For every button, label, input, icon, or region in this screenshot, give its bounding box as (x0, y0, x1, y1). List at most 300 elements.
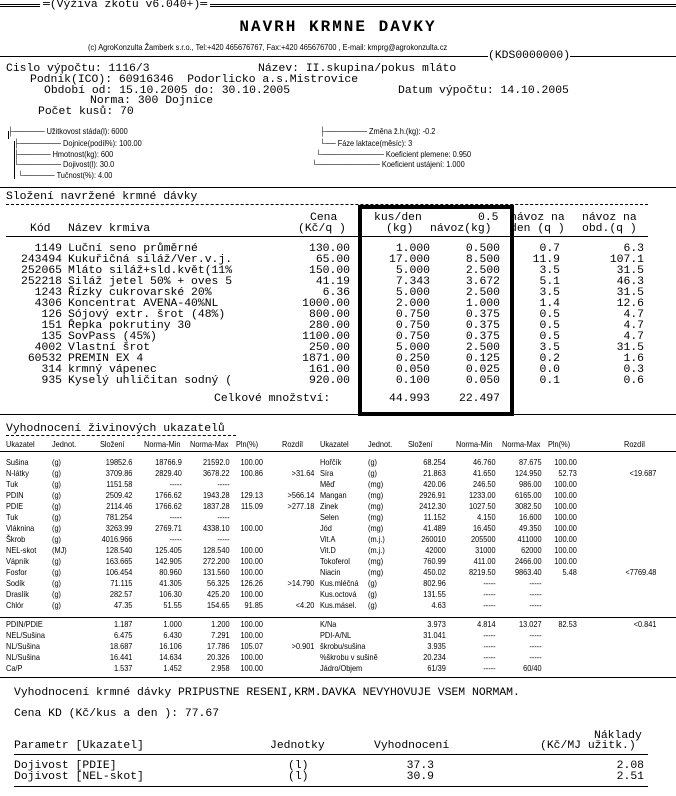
ratio-cell: NL/Sušina (6, 653, 41, 662)
nutrient-cell: Sodík (6, 579, 25, 588)
feed-name: Kyselý uhličitan sodný ( (68, 375, 233, 387)
feed-delivery: 2.500 (465, 287, 500, 299)
nutrient-cell: ----- (529, 579, 542, 588)
nutrient-cell: Tokoferol (320, 557, 350, 566)
param-weight-change: ├──────── Změna ž.h.(kg): -0.2 (320, 127, 436, 136)
nutrient-cell: (mg) (368, 513, 384, 522)
nutrient-cell: 154.65 (207, 601, 230, 610)
nutrients-header-rule (0, 451, 676, 452)
report-title: NAVRH KRMNE DAVKY (239, 18, 437, 36)
ratio-cell: 7.291 (211, 631, 230, 640)
nutrient-cell: 2509.42 (105, 491, 133, 500)
feed-per-head: 0.750 (395, 320, 430, 332)
nutrient-cell: (mg) (368, 480, 384, 489)
program-label: ═(Výživa zkotu v6.040+)═ (40, 0, 210, 11)
nutrient-cell: >14.790 (287, 579, 315, 588)
nutrient-cell: 411.00 (473, 557, 496, 566)
ratio-cell: 60/40 (523, 664, 542, 673)
nutrient-cell: 760.99 (423, 557, 446, 566)
feed-per-head: 5.000 (395, 265, 430, 277)
nutrient-cell: 2412.30 (419, 502, 446, 511)
col-delivery-day-1: návoz na (510, 212, 565, 224)
feed-name: Řízky cukrovarské 20% (68, 287, 212, 299)
nutrient-cell: <19.687 (629, 469, 657, 478)
nutrient-cell: (g) (52, 513, 62, 522)
feed-delivery-day: 0.5 (539, 331, 560, 343)
ratio-cell: 6.475 (113, 631, 133, 640)
calc-number: Cislo výpočtu: 1116/3 (6, 63, 150, 75)
feed-per-head: 1.000 (395, 243, 430, 255)
ratio-cell: >0.901 (291, 642, 315, 651)
param-lactation-phase: └── Fáze laktace(měsíc): 3 (320, 139, 413, 148)
feed-price: 130.00 (308, 243, 350, 255)
nutrient-cell: 2466.00 (514, 557, 542, 566)
feed-delivery-day: 1.4 (539, 298, 560, 310)
nutrient-cell: Niacin (320, 568, 341, 577)
ratio-cell: 82.53 (558, 620, 577, 629)
feed-price: 250.00 (308, 342, 350, 354)
nutrient-cell: 282.57 (109, 590, 133, 599)
feed-delivery-period: 4.7 (623, 331, 644, 343)
ratio-cell: 105.07 (240, 642, 263, 651)
feed-delivery-period: 31.5 (616, 265, 644, 277)
ratio-cell: 2.958 (211, 664, 230, 673)
nutrient-cell: 80.960 (159, 568, 182, 577)
ratio-cell: PDIN/PDIE (6, 620, 43, 629)
nutrient-cell: 106.454 (105, 568, 133, 577)
nutrient-cell: 1027.50 (468, 502, 496, 511)
feed-name: Mláto siláž+sld.květ(11% (68, 265, 233, 277)
nutrient-cell: 100.00 (554, 546, 577, 555)
ratio-cell: Jádro/Objem (320, 664, 363, 673)
nutrient-cell: 68.254 (423, 458, 446, 467)
feed-price: 920.00 (308, 375, 350, 387)
nutrient-cell: PDIE (6, 502, 24, 511)
evaluation-text: Vyhodnocení krmné dávky PRIPUSTNE RESENI,KRM.DAVKA NEVYHOVUJE VSEM NORMAM. (14, 687, 520, 699)
feed-name: Řepka pokrutiny 30 (68, 320, 192, 332)
nutrient-cell: Vápník (6, 557, 29, 566)
ratio-cell: ----- (483, 642, 496, 651)
nutrient-cell: Zinek (320, 502, 339, 511)
nutrient-cell: 1151.58 (106, 480, 133, 489)
kds-code: (KDS0000000) (488, 50, 571, 62)
feed-code: 314 (41, 364, 62, 376)
company-line: (c) AgroKonzulta Žamberk s.r.o., Tel:+420 465676767, Fax:+420 465676700 , E-mail: kmprg@agrokonzulta.cz (88, 43, 448, 52)
nutrient-cell: (g) (52, 524, 62, 533)
nutrient-cell: Mangan (320, 491, 347, 500)
nutrient-cell: PDIN (6, 491, 24, 500)
nutrient-cell: >31.64 (291, 469, 315, 478)
nutrients-bottom-rule (0, 677, 676, 678)
nutrient-cell: 41.650 (473, 469, 496, 478)
feed-name: Siláž jetel 50% + oves 5 (68, 276, 233, 288)
ratio-cell: škrobu/sušina (320, 642, 366, 651)
nutrient-cell: 131.55 (423, 590, 446, 599)
ratio-cell: 13.027 (519, 620, 542, 629)
nutrient-cell: 142.905 (155, 557, 182, 566)
feed-delivery-day: 0.5 (539, 320, 560, 332)
ratio-cell: 100.00 (240, 664, 263, 673)
nutrient-cell: 100.00 (240, 546, 263, 555)
feed-delivery: 0.375 (465, 320, 500, 332)
ratio-cell: ----- (483, 664, 496, 673)
nutrient-cell: 62000 (521, 546, 542, 555)
param-evaluation: 30.9 (406, 771, 434, 783)
ratio-cell: 1.200 (211, 620, 230, 629)
col-delivery-day-2: den (q ) (510, 223, 565, 235)
col-factor: 0.5 (478, 212, 499, 224)
nutrient-header-left: Norma-Min (144, 440, 181, 449)
nutrient-header-left: Rozdíl (282, 440, 303, 449)
feed-delivery-day: 3.5 (539, 342, 560, 354)
param-unit: (l) (288, 771, 309, 783)
feed-code: 126 (41, 309, 62, 321)
costs-header-2: (Kč/MJ užitk.) (540, 740, 636, 752)
feed-delivery: 3.672 (465, 276, 500, 288)
ratio-cell: 14.634 (159, 653, 182, 662)
nutrient-cell: Kus.octová (320, 590, 357, 599)
ratio-cell: 6.430 (163, 631, 182, 640)
nutrient-cell: Draslík (6, 590, 29, 599)
nutrient-cell: >277.18 (287, 502, 315, 511)
nutrient-header-right: Ukazatel (320, 440, 349, 449)
nutrient-cell: 71.115 (110, 579, 133, 588)
nutrient-cell: 420.06 (423, 480, 446, 489)
company-ico: Podnik(ICO): 60916346 Podorlicko a.s.Mistrovice (30, 74, 359, 86)
feed-price: 800.00 (308, 309, 350, 321)
calc-name: Název: II.skupina/pokus mláto (258, 63, 457, 75)
feed-per-head: 2.000 (395, 298, 430, 310)
norm: Norma: 300 Dojnice (90, 95, 214, 107)
ratio-cell: 1.537 (113, 664, 133, 673)
nutrient-cell: 3263.99 (105, 524, 133, 533)
feed-code: 243494 (20, 254, 62, 266)
nutrient-cell: 100.00 (554, 458, 577, 467)
ratio-cell: 20.234 (423, 653, 446, 662)
feed-delivery-period: 4.7 (623, 320, 644, 332)
nutrient-cell: ----- (217, 535, 230, 544)
calc-date: Datum výpočtu: 14.10.2005 (398, 85, 569, 97)
nutrient-cell: 31000 (475, 546, 496, 555)
feed-per-head: 0.750 (395, 309, 430, 321)
nutrient-header-right: Norma-Max (502, 440, 541, 449)
nutrients-ratio-rule (0, 617, 676, 618)
nutrient-cell: 41.305 (159, 579, 182, 588)
nutrient-cell: 106.30 (159, 590, 182, 599)
feed-per-head: 0.250 (395, 353, 430, 365)
nutrient-cell: ----- (169, 535, 182, 544)
feed-delivery: 2.500 (465, 265, 500, 277)
nutrient-cell: (g) (52, 469, 62, 478)
ratio-cell: 18.687 (109, 642, 133, 651)
param-fat: └────── Tučnost(%): 4.00 (14, 171, 113, 180)
header-rule-bottom (0, 56, 676, 57)
nutrient-cell: 100.00 (240, 568, 263, 577)
nutrient-header-left: Jednot. (52, 440, 77, 449)
feed-delivery-period: 4.7 (623, 309, 644, 321)
nutrient-cell: 411000 (517, 535, 542, 544)
total-delivery: 22.497 (458, 393, 500, 405)
nutrient-cell: Vit.A (320, 535, 336, 544)
nutrient-cell: (g) (368, 469, 378, 478)
nutrient-cell: 1766.62 (155, 502, 182, 511)
feed-delivery-day: 0.7 (539, 243, 560, 255)
ratio-cell: 20.326 (207, 653, 230, 662)
params-header-rule (14, 754, 648, 755)
nutrient-cell: 16.450 (473, 524, 496, 533)
nutrient-cell: Tuk (6, 513, 19, 522)
feed-delivery-period: 1.6 (623, 353, 644, 365)
nutrient-cell: Vit.D (320, 546, 336, 555)
feed-delivery-day: 0.5 (539, 309, 560, 321)
param-breed-coef: └──────────── Koeficient plemene: 0.950 (316, 150, 472, 159)
nutrient-cell: >566.14 (287, 491, 315, 500)
nutrient-cell: 4338.10 (202, 524, 230, 533)
nutrient-cell: 100.00 (240, 524, 263, 533)
nutrient-cell: Hořčík (320, 458, 342, 467)
nutrient-cell: (mg) (368, 491, 384, 500)
feed-price: 161.00 (308, 364, 350, 376)
nutrient-cell: 100.00 (554, 524, 577, 533)
ratio-cell: ----- (529, 631, 542, 640)
nutrient-cell: (g) (52, 579, 62, 588)
feed-code: 252218 (20, 276, 62, 288)
nutrient-cell: 3082.50 (514, 502, 542, 511)
ratio-cell: NEL/Sušina (6, 631, 45, 640)
feed-per-head: 0.100 (395, 375, 430, 387)
costs-header-1: Náklady (594, 730, 642, 742)
ratio-cell: 1.187 (113, 620, 133, 629)
section-rule-2 (0, 414, 676, 415)
ratio-cell: PDI-A/NL (320, 631, 352, 640)
nutrient-cell: (g) (52, 590, 62, 599)
param-housing-coef: └──────────── Koeficient ustájení: 1.000 (312, 160, 465, 169)
diet-price: Cena KD (Kč/kus a den ): 77.67 (14, 708, 220, 720)
ratio-cell: ----- (483, 631, 496, 640)
nutrient-cell: 16.600 (519, 513, 542, 522)
feed-name: Sójový extr. šrot (48%) (68, 309, 226, 321)
nutrient-cell: ----- (529, 590, 542, 599)
param-herd-yield: ├────── Užitkovost stáda(l): 6000 (8, 127, 128, 136)
feed-price: 150.00 (308, 265, 350, 277)
ratio-cell: 17.786 (207, 642, 230, 651)
nutrient-cell: Síra (320, 469, 334, 478)
feed-price: 280.00 (308, 320, 350, 332)
nutrient-cell: 100.00 (554, 491, 577, 500)
nutrient-cell: 100.00 (240, 557, 263, 566)
nutrient-cell: Chlór (6, 601, 24, 610)
feed-delivery-period: 0.6 (623, 375, 644, 387)
section-rule-1 (0, 187, 676, 188)
feed-per-head: 17.000 (388, 254, 430, 266)
ratio-cell: 1.000 (163, 620, 182, 629)
nutrient-cell: 2769.71 (155, 524, 182, 533)
nutrient-cell: 4.150 (477, 513, 496, 522)
nutrient-cell: 129.13 (240, 491, 263, 500)
ratio-cell: 1.452 (163, 664, 182, 673)
col-delivery: návoz(kg) (430, 223, 492, 235)
nutrient-cell: 3678.22 (202, 469, 230, 478)
program-name: Výživa zkotu v6.040+ (56, 0, 194, 11)
nutrient-cell: 91.85 (244, 601, 263, 610)
nutrient-cell: 47.35 (113, 601, 133, 610)
feed-name: Vlastní šrot (68, 342, 151, 354)
feed-name: Koncentrat AVENA-40%NL (68, 298, 219, 310)
nutrient-cell: 4.63 (431, 601, 446, 610)
ratio-cell: <0.841 (633, 620, 657, 629)
ratio-cell: NL/Sušina (6, 642, 41, 651)
nutrient-cell: (g) (368, 601, 378, 610)
feed-delivery: 0.050 (465, 375, 500, 387)
nutrient-cell: ----- (217, 480, 230, 489)
nutrient-cell: 986.00 (519, 480, 542, 489)
nutrient-cell: 128.540 (202, 546, 230, 555)
nutrient-cell: (mg) (368, 568, 384, 577)
feed-delivery-period: 6.3 (623, 243, 644, 255)
nutrient-cell: (m.j.) (368, 535, 385, 544)
nutrient-cell: Jód (320, 524, 332, 533)
nutrient-cell: (g) (52, 480, 62, 489)
nutrient-cell: ----- (169, 480, 182, 489)
param-cost: 2.51 (616, 771, 644, 783)
feed-name: krmný vápenec (68, 364, 157, 376)
nutrient-cell: (g) (52, 535, 62, 544)
nutrient-cell: 450.02 (423, 568, 446, 577)
total-label: Celkové množství: (214, 393, 331, 405)
nutrient-header-right: Složení (408, 440, 433, 449)
nutrient-cell: ----- (483, 579, 496, 588)
param-milk-yield: └──────── Dojivost(l): 30.0 (14, 160, 115, 169)
composition-title: Složení navržené krmné dávky (6, 191, 198, 203)
nutrient-cell: (m.j.) (368, 546, 385, 555)
nutrient-cell: 46.760 (473, 458, 496, 467)
nutrient-cell: 9863.40 (514, 568, 542, 577)
ratio-cell: 16.106 (159, 642, 182, 651)
nutrient-cell: (g) (52, 491, 62, 500)
nutrient-cell: 1943.28 (202, 491, 230, 500)
ratio-cell: ----- (529, 642, 542, 651)
nutrient-header-right: Norma-Min (456, 440, 493, 449)
col-delivery-period-1: návoz na (582, 212, 637, 224)
feed-per-head: 0.750 (395, 331, 430, 343)
feed-delivery: 0.500 (465, 243, 500, 255)
nutrient-cell: 205500 (471, 535, 496, 544)
param-unit: (l) (288, 760, 309, 772)
nutrients-title: Vyhodnocení živinových ukazatelů (6, 423, 225, 435)
ratio-cell: 4.814 (477, 620, 496, 629)
feed-name: Luční seno průměrné (68, 243, 198, 255)
feed-delivery-day: 11.9 (532, 254, 560, 266)
feed-name: SovPass (45%) (68, 331, 157, 343)
evaluation-header: Vyhodnocení (374, 740, 450, 752)
feed-per-head: 7.343 (395, 276, 430, 288)
nutrients-title-underline (6, 435, 236, 436)
params-bottom-rule (14, 786, 648, 787)
ratio-cell: 16.441 (109, 653, 133, 662)
nutrient-cell: (g) (52, 568, 62, 577)
nutrient-cell: Fosfor (6, 568, 27, 577)
nutrient-cell: 42000 (425, 546, 446, 555)
feed-delivery: 0.125 (465, 353, 500, 365)
feed-code: 4306 (34, 298, 62, 310)
ratio-cell: K/Na (320, 620, 337, 629)
total-per-head: 44.993 (388, 393, 430, 405)
nutrient-header-right: Jednot. (368, 440, 393, 449)
nutrient-cell: 21592.0 (202, 458, 230, 467)
param-weight: ├────── Hmotnost(kg): 600 (14, 150, 114, 159)
nutrient-cell: 100.00 (554, 535, 577, 544)
nutrient-cell: 1837.28 (202, 502, 230, 511)
feed-price: 1000.00 (302, 298, 350, 310)
feed-delivery-period: 31.5 (616, 342, 644, 354)
nutrient-cell: 2114.46 (106, 502, 133, 511)
nutrient-cell: 56.325 (207, 579, 230, 588)
feed-delivery: 1.000 (465, 298, 500, 310)
nutrient-cell: 100.00 (554, 480, 577, 489)
nutrient-cell: (g) (368, 579, 378, 588)
feed-per-head: 5.000 (395, 342, 430, 354)
nutrient-cell: 2829.40 (155, 469, 182, 478)
feed-delivery: 0.375 (465, 331, 500, 343)
nutrient-cell: 802.96 (423, 579, 446, 588)
nutrient-cell: 115.09 (241, 502, 263, 511)
highlight-box (358, 205, 514, 416)
feed-delivery-period: 46.3 (616, 276, 644, 288)
period: Období od: 15.10.2005 do: 30.10.2005 (44, 85, 291, 97)
nutrient-header-left: Složení (100, 440, 125, 449)
ratio-cell: 31.041 (423, 631, 446, 640)
nutrient-cell: 49.350 (519, 524, 542, 533)
ratio-cell: 100.00 (240, 631, 263, 640)
nutrient-cell: (g) (52, 557, 62, 566)
nutrient-cell: 8219.50 (468, 568, 496, 577)
feed-code: 935 (41, 375, 62, 387)
nutrient-cell: 1233.00 (468, 491, 496, 500)
nutrient-cell: (mg) (368, 524, 384, 533)
nutrient-cell: Kus.másel. (320, 601, 357, 610)
nutrient-cell: 21.863 (423, 469, 446, 478)
nutrient-cell: NEL-skot (6, 546, 37, 555)
nutrient-cell: 100.00 (554, 502, 577, 511)
col-price-2: (Kč/q ) (298, 223, 346, 235)
ratio-cell: 3.935 (427, 642, 446, 651)
head-count: Počet kusů: 70 (38, 106, 134, 118)
composition-header-rule (6, 236, 648, 237)
feed-delivery-day: 0.1 (539, 375, 560, 387)
feed-delivery: 2.500 (465, 342, 500, 354)
nutrient-cell: 19852.6 (105, 458, 133, 467)
nutrient-cell: (g) (52, 502, 62, 511)
feed-delivery: 0.375 (465, 309, 500, 321)
nutrient-cell: 5.48 (562, 568, 577, 577)
col-per-head-1: kus/den (374, 212, 422, 224)
nutrient-cell: Sušina (6, 458, 29, 467)
nutrient-cell: ----- (217, 513, 230, 522)
feed-price: 65.00 (315, 254, 350, 266)
nutrient-cell: 2926.91 (419, 491, 446, 500)
ratio-cell: Ca/P (6, 664, 23, 673)
ratio-cell: 61/39 (427, 664, 446, 673)
nutrient-cell: 126.26 (240, 579, 263, 588)
ratio-cell: 100.00 (240, 653, 263, 662)
feed-price: 6.36 (322, 287, 350, 299)
nutrient-cell: 272.200 (202, 557, 230, 566)
nutrient-cell: N-látky (6, 469, 29, 478)
composition-title-underline (6, 204, 648, 205)
nutrient-cell: Škrob (6, 535, 26, 544)
nutrient-header-right: Rozdíl (624, 440, 645, 449)
nutrient-cell: Tuk (6, 480, 19, 489)
